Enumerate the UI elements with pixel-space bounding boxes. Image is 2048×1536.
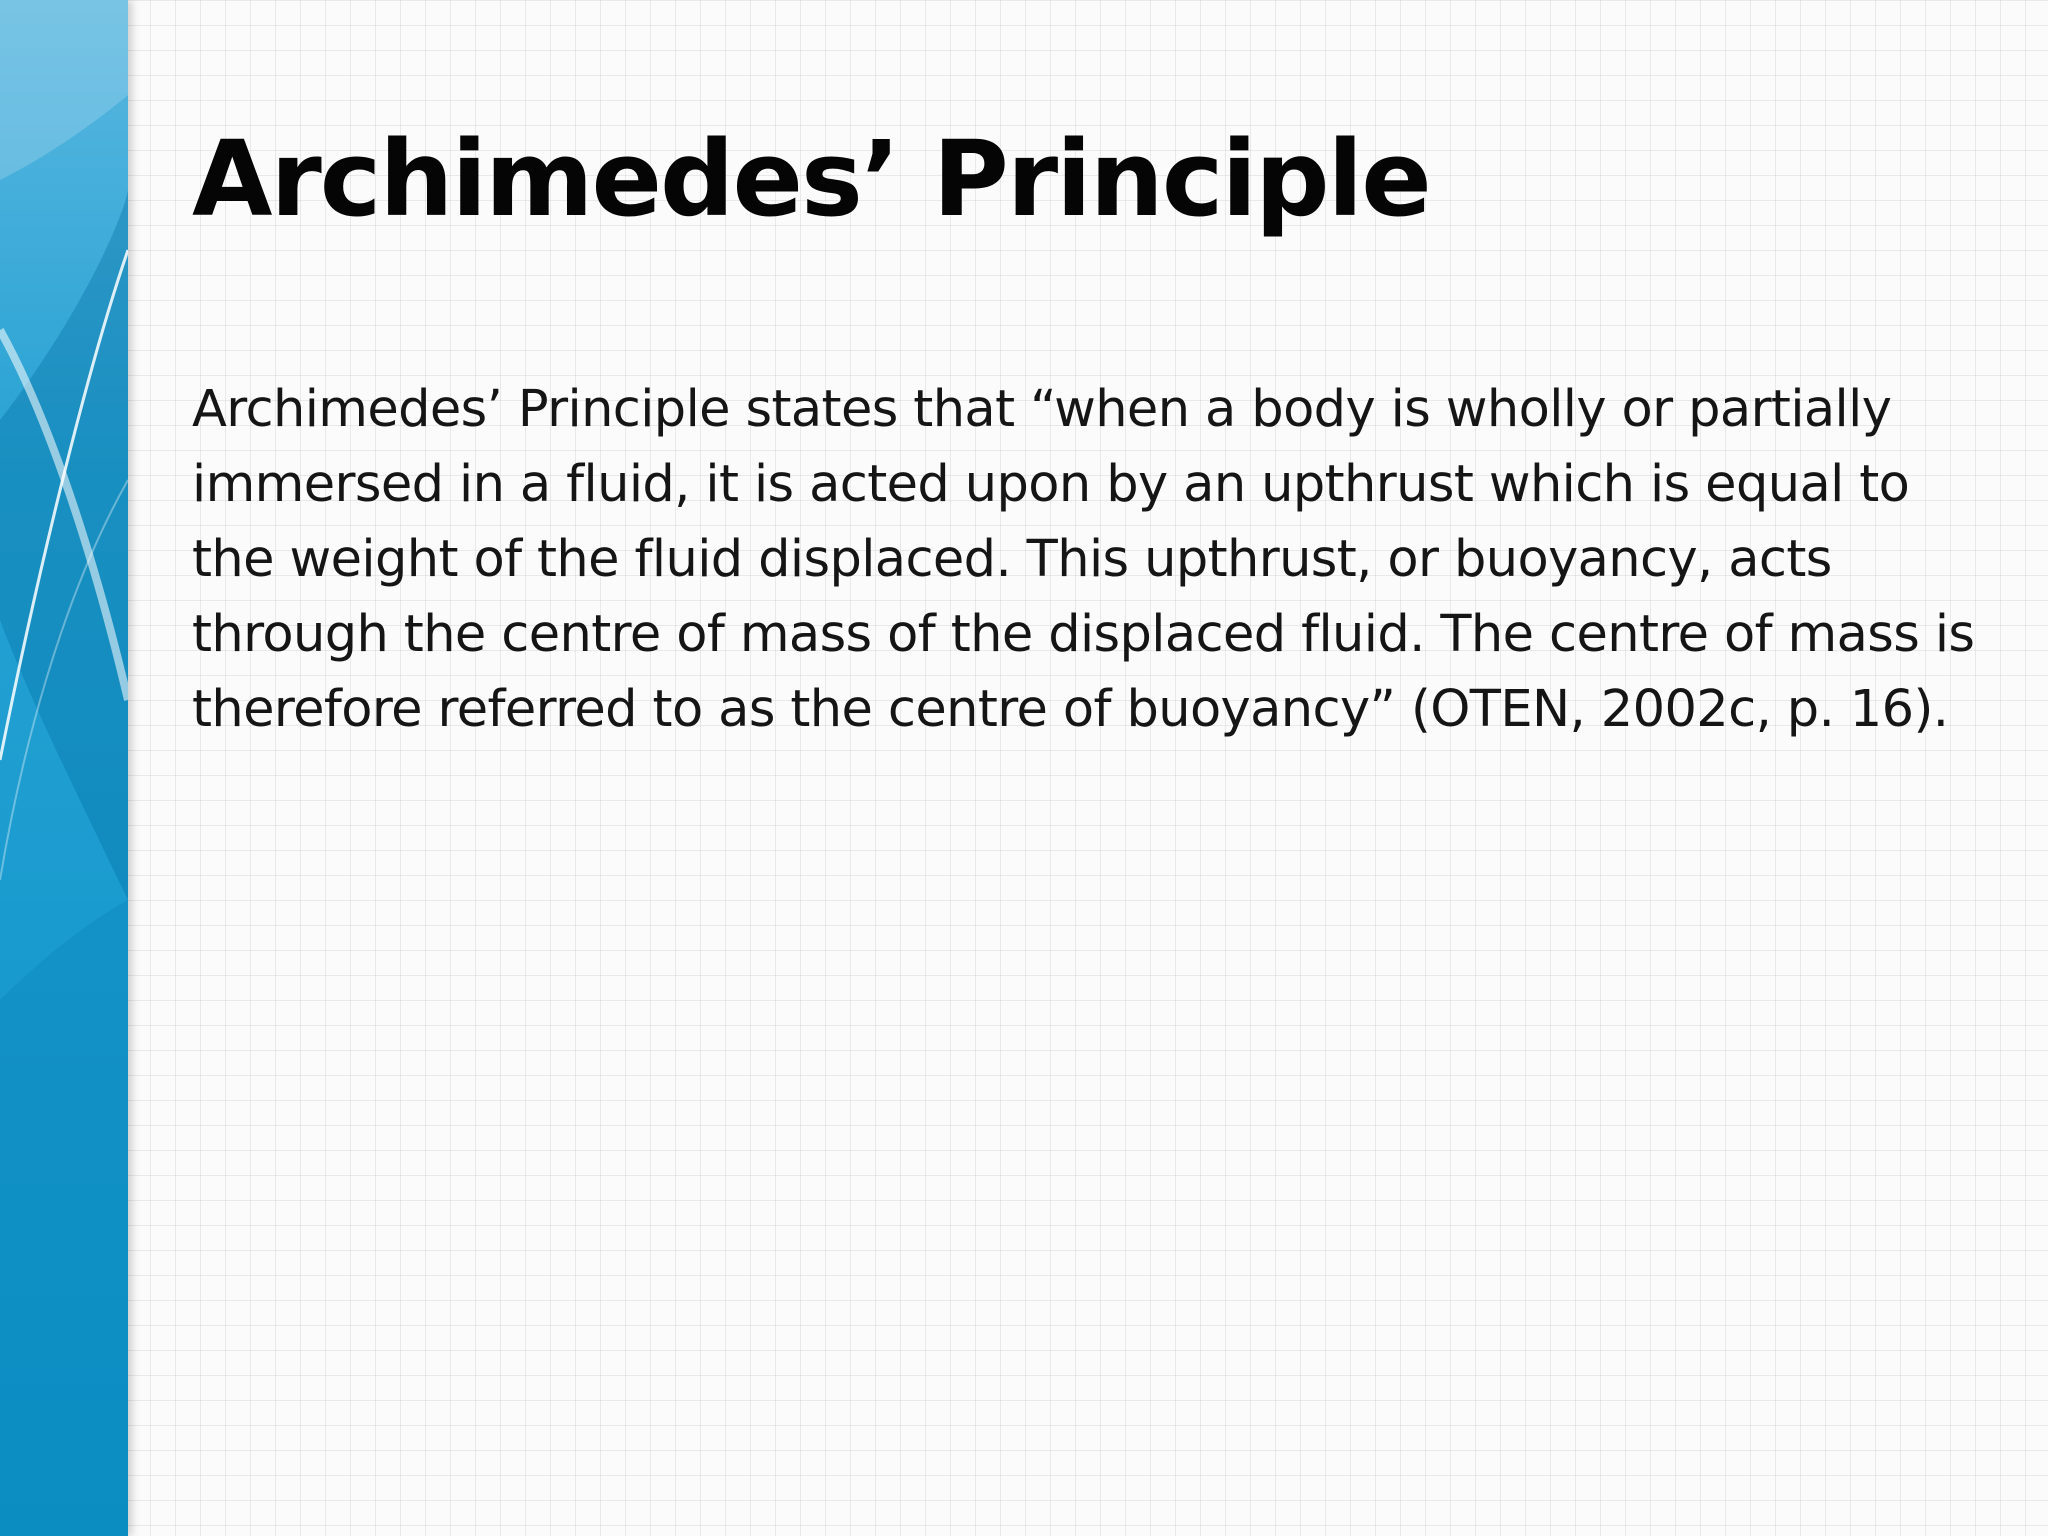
slide-body-text: Archimedes’ Principle states that “when a body is wholly or partially immersed in a fluid, it is acted upon by an upthrust which is equal to the weight of the fluid displaced. This upthrust, or buoyancy, acts through the centre of mass of the displaced fluid. The centre of mass is therefore referred to as the centre of buoyancy” (OTEN, 2002c, p. 16).: [192, 380, 1975, 739]
slide-title: Archimedes’ Principle: [192, 118, 1430, 240]
decorative-side-band: [0, 0, 128, 1536]
wave-decoration-icon: [0, 0, 128, 1536]
